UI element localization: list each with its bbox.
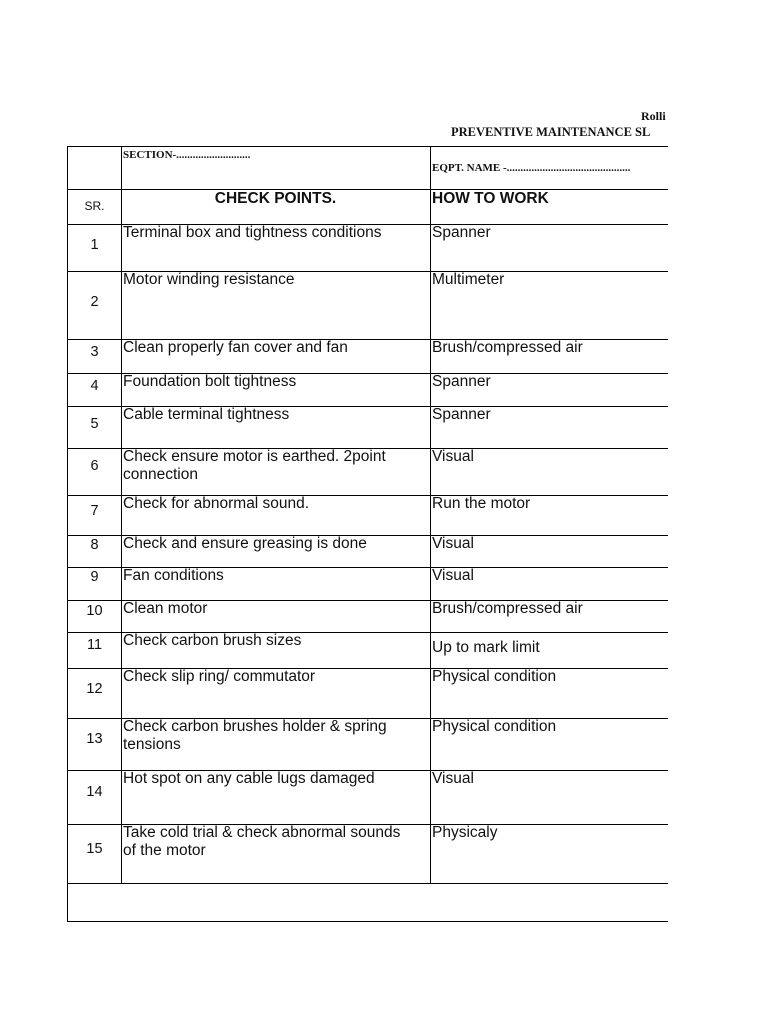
row-check-point: Check slip ring/ commutator [123,668,316,685]
row-check-point: Clean properly fan cover and fan [123,339,348,356]
table-row [68,339,668,373]
row-how-to-work: Brush/compressed air [432,600,583,617]
row-serial-number: 1 [90,237,99,253]
row-how-to-work: Visual [432,448,474,465]
row-check-point: Check and ensure greasing is done [123,535,367,552]
column-header-how-to-work: HOW TO WORK [432,190,549,207]
section-field-label: SECTION-........................... [123,149,251,161]
column-header-sr: SR. [84,199,105,213]
document-title-line2: PREVENTIVE MAINTENANCE SL [451,125,651,139]
row-serial-number: 8 [90,537,99,553]
row-serial-number: 10 [86,603,103,619]
table-row [68,535,668,567]
equipment-name-field-label: EQPT. NAME -............................................. [432,162,631,174]
row-serial-number: 3 [90,344,99,360]
table-row [68,600,668,632]
table-row [68,668,668,718]
table-row [68,406,668,448]
row-how-to-work: Physicaly [432,824,498,841]
row-serial-number: 2 [90,294,99,310]
row-serial-number: 11 [86,637,103,653]
row-serial-number: 13 [86,731,103,747]
row-divider [68,883,668,884]
row-how-to-work: Visual [432,535,474,552]
row-how-to-work: Up to mark limit [432,639,540,656]
row-how-to-work: Spanner [432,373,491,390]
row-check-point: Check for abnormal sound. [123,495,310,512]
table-row [68,224,668,271]
row-check-point: Check ensure motor is earthed. 2point connection [123,448,386,483]
row-serial-number: 5 [90,416,99,432]
row-serial-number: 4 [90,378,99,394]
row-how-to-work: Physical condition [432,718,557,735]
table-row [68,770,668,824]
column-header-check-points: CHECK POINTS. [214,190,337,207]
table-row [68,632,668,668]
row-check-point: Terminal box and tightness conditions [123,224,382,241]
row-how-to-work: Visual [432,567,474,584]
table-row [68,448,668,495]
row-check-point: Take cold trial & check abnormal sounds of the motor [123,824,401,859]
row-check-point: Hot spot on any cable lugs damaged [123,770,375,787]
row-how-to-work: Multimeter [432,271,505,288]
row-serial-number: 9 [90,569,99,585]
row-serial-number: 14 [86,784,103,800]
document-title-line1: Rolli [641,109,666,123]
table-row [68,718,668,770]
row-serial-number: 12 [86,681,103,697]
row-how-to-work: Physical condition [432,668,557,685]
row-check-point: Fan conditions [123,567,224,584]
table-row [68,567,668,600]
row-check-point: Motor winding resistance [123,271,295,288]
row-how-to-work: Run the motor [432,495,531,512]
row-serial-number: 6 [90,458,99,474]
table-row [68,495,668,535]
row-serial-number: 15 [86,841,103,857]
row-check-point: Foundation bolt tightness [123,373,297,390]
table-row [68,824,668,883]
row-check-point: Clean motor [123,600,208,617]
row-how-to-work: Brush/compressed air [432,339,583,356]
table-row [68,271,668,339]
row-check-point: Check carbon brush sizes [123,632,302,649]
row-check-point: Check carbon brushes holder & spring tensions [123,718,387,753]
maintenance-checklist-table [67,146,668,922]
row-serial-number: 7 [90,503,99,519]
row-check-point: Cable terminal tightness [123,406,290,423]
row-how-to-work: Spanner [432,406,491,423]
row-how-to-work: Visual [432,770,474,787]
table-row [68,373,668,406]
row-how-to-work: Spanner [432,224,491,241]
